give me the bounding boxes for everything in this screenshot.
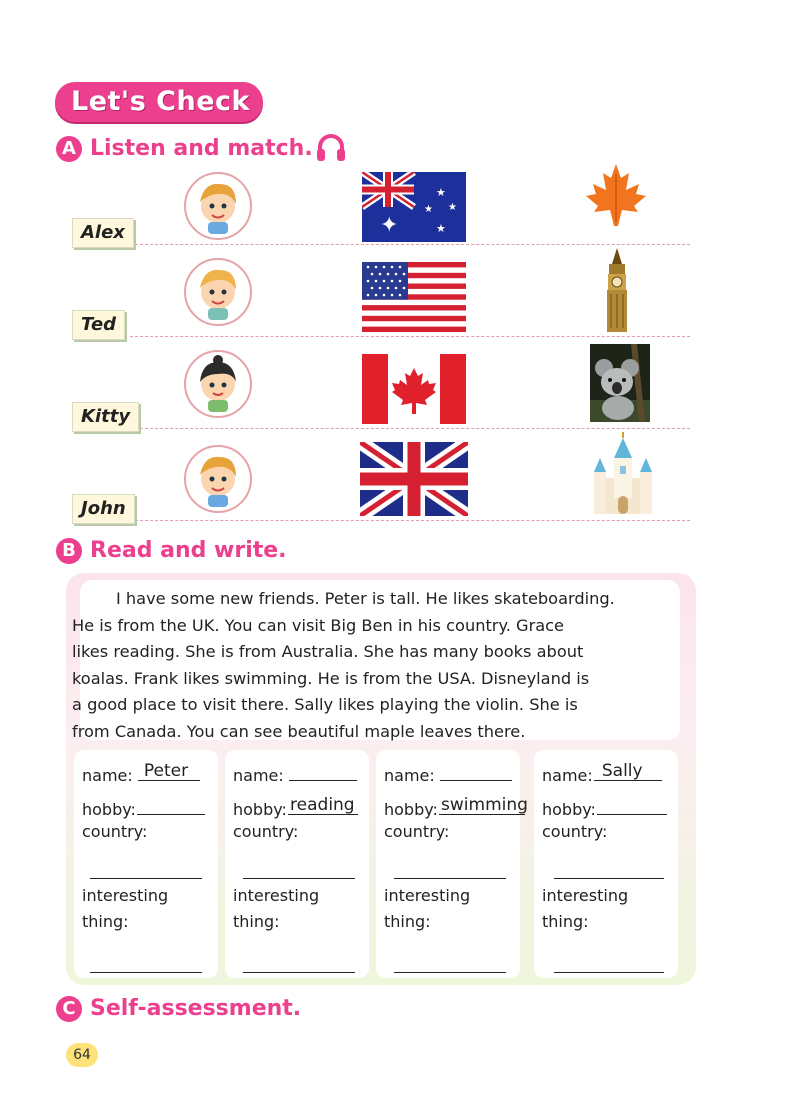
passage-line: likes reading. She is from Australia. She has many books about [72, 642, 584, 662]
info-card-4 [534, 750, 678, 978]
canada-flag [362, 354, 466, 424]
country-blank[interactable] [394, 878, 506, 879]
hobby-label: hobby: [233, 800, 287, 819]
passage-line: I have some new friends. Peter is tall. He likes skateboarding. [116, 589, 615, 608]
thing-blank[interactable] [394, 972, 506, 973]
interesting-label: interesting [542, 886, 629, 905]
country-blank[interactable] [243, 878, 355, 879]
maple-leaf-icon [584, 160, 648, 230]
name-box-ted: Ted [72, 310, 125, 340]
info-card-2 [225, 750, 369, 978]
name-label: name: [233, 766, 284, 785]
country-label: country: [384, 822, 450, 841]
row-divider [130, 336, 690, 337]
thing-label: thing: [384, 912, 431, 931]
thing-label: thing: [542, 912, 589, 931]
reading-passage [72, 580, 680, 741]
usa-flag [362, 262, 466, 332]
section-b-title: Read and write. [90, 538, 287, 563]
page-number: 64 [66, 1043, 98, 1067]
thing-blank[interactable] [90, 972, 202, 973]
passage-line: koalas. Frank likes swimming. He is from the USA. Disneyland is [72, 668, 590, 688]
info-card-3 [376, 750, 528, 978]
title-text: Let's Check [71, 86, 250, 117]
koala-photo [590, 344, 650, 422]
thing-label: thing: [233, 912, 280, 931]
row-divider [130, 244, 690, 245]
filled-name: Sally [601, 761, 643, 781]
info-card-1 [74, 750, 218, 978]
thing-blank[interactable] [554, 972, 664, 973]
country-label: country: [82, 822, 148, 841]
castle-icon [590, 432, 656, 516]
svg-text:★: ★ [436, 186, 446, 199]
section-a-title: Listen and match. [90, 136, 313, 161]
kid-portrait-ted [184, 258, 252, 326]
kid-portrait-kitty [184, 350, 252, 418]
country-label: country: [233, 822, 299, 841]
name-label: name: [384, 766, 435, 785]
interesting-label: interesting [82, 886, 169, 905]
filled-name: Peter [143, 761, 189, 781]
name-blank[interactable] [594, 762, 662, 781]
section-a-badge: A [56, 136, 82, 162]
hobby-blank[interactable] [439, 795, 528, 815]
svg-text:★: ★ [448, 202, 457, 213]
country-label: country: [542, 822, 608, 841]
headphones-icon [315, 132, 347, 164]
big-ben-icon [600, 248, 634, 334]
name-box-alex: Alex [72, 218, 134, 248]
row-divider [130, 428, 690, 429]
passage-line: from Canada. You can see beautiful maple leaves there. [72, 721, 526, 741]
passage-line: He is from the UK. You can visit Big Ben in his country. Grace [72, 615, 564, 635]
name-blank[interactable] [138, 762, 200, 781]
hobby-label: hobby: [542, 800, 596, 819]
name-box-kitty: Kitty [72, 402, 139, 432]
hobby-blank[interactable] [597, 796, 667, 815]
uk-flag [360, 442, 468, 516]
section-c-title: Self-assessment. [90, 996, 302, 1021]
country-blank[interactable] [554, 878, 664, 879]
interesting-label: interesting [233, 886, 320, 905]
interesting-label: interesting [384, 886, 471, 905]
section-c-badge: C [56, 996, 82, 1022]
svg-text:★: ★ [424, 204, 433, 215]
country-blank[interactable] [90, 878, 202, 879]
hobby-blank[interactable] [137, 796, 205, 815]
svg-text:★: ★ [436, 222, 446, 235]
name-blank[interactable] [440, 762, 512, 781]
thing-blank[interactable] [243, 972, 355, 973]
kid-portrait-alex [184, 172, 252, 240]
hobby-label: hobby: [384, 800, 438, 819]
name-label: name: [82, 766, 133, 785]
name-box-john: John [72, 494, 135, 524]
filled-hobby: reading [290, 795, 355, 815]
name-label: name: [542, 766, 593, 785]
kid-portrait-john [184, 445, 252, 513]
name-blank[interactable] [289, 762, 357, 781]
passage-line: a good place to visit there. Sally likes playing the violin. She is [72, 695, 578, 715]
section-b-badge: B [56, 538, 82, 564]
filled-hobby: swimming [441, 795, 528, 815]
hobby-label: hobby: [82, 800, 136, 819]
thing-label: thing: [82, 912, 129, 931]
passage-text [72, 580, 680, 746]
hobby-blank[interactable] [288, 796, 358, 815]
lets-check-title [55, 82, 263, 122]
row-divider [130, 520, 690, 521]
svg-text:✦: ✦ [380, 213, 399, 238]
australia-flag [362, 172, 466, 242]
